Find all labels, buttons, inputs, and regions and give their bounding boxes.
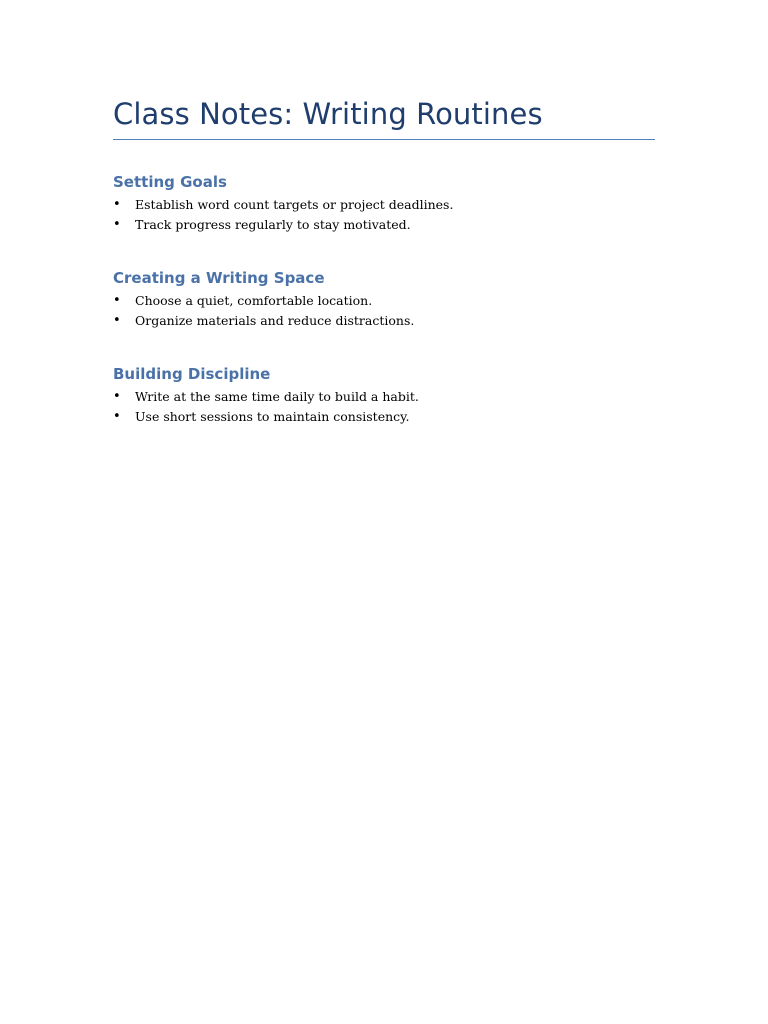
bullet-list (113, 387, 655, 426)
list-item (113, 215, 655, 235)
list-item (113, 195, 655, 215)
list-item (113, 387, 655, 407)
list-item-text: Track progress regularly to stay motivated. (135, 216, 411, 232)
section-heading: Setting Goals (113, 173, 227, 191)
bullet-icon: • (113, 408, 121, 424)
section-setting-goals (113, 172, 655, 234)
list-item-text: Establish word count targets or project deadlines. (135, 197, 454, 212)
bullet-icon: • (113, 197, 121, 212)
title-underline-rule (113, 139, 655, 140)
section-heading: Creating a Writing Space (113, 269, 325, 287)
list-item (113, 407, 655, 427)
list-item-text: Organize materials and reduce distractions. (135, 312, 415, 328)
section-heading: Building Discipline (113, 365, 271, 383)
document-body (113, 94, 655, 426)
bullet-icon: • (113, 293, 121, 308)
list-item (113, 311, 655, 331)
bullet-icon: • (113, 216, 121, 232)
section-building-discipline (113, 364, 655, 426)
list-item (113, 291, 655, 311)
section-creating-writing-space (113, 268, 655, 330)
list-item-text: Choose a quiet, comfortable location. (135, 293, 373, 308)
list-item-text: Write at the same time daily to build a habit. (135, 389, 419, 404)
bullet-icon: • (113, 312, 121, 328)
list-item-text: Use short sessions to maintain consistency. (135, 408, 410, 424)
bullet-list (113, 195, 655, 234)
page-title: Class Notes: Writing Routines (113, 97, 543, 131)
bullet-list (113, 291, 655, 330)
bullet-icon: • (113, 389, 121, 404)
